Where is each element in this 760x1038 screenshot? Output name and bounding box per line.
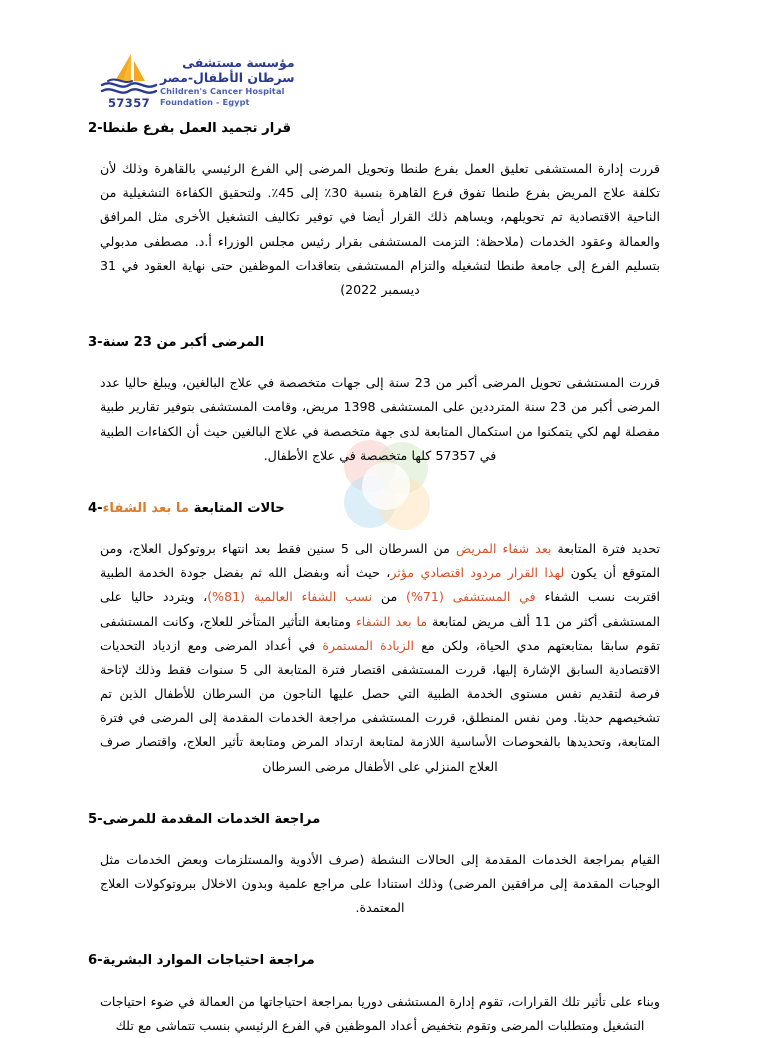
- logo-text-block: [160, 55, 305, 108]
- logo-english-line-2: Foundation - Egypt: [160, 96, 250, 107]
- section-4-body-part-7: نسب الشفاء العالمية (81%): [207, 589, 373, 605]
- logo-arabic-line-2: سرطان الأطفال-مصر: [160, 70, 295, 86]
- section-4-body-part-4: ، حيث أنه وبفضل الله ثم بفضل جودة الخدمة الطبية اقتربت نسب الشفاء: [100, 565, 660, 605]
- section-2-body: قررت إدارة المستشفى تعليق العمل بفرع طنطا وتحويل المرضى إلي الفرع الرئيسي بالقاهرة وذلك لأن تكلفة علاج المريض بفرع طنطا تفوق فرع القاهرة بنسبة 30٪ إلى 45٪. ولتحقيق الكفاءة التشغيلية من الناحية الاقتصادية تم تحويلهم، ويساهم ذلك القرار أيضا في توفير تكاليف التشغيل الأخرى مثل المرافق والعمالة وعقود الخدمات (ملاحظة: التزمت المستشفى بقرار رئيس مجلس الوزراء أ.د. مصطفى مدبولي بتسليم الفرع إلى جامعة طنطا لتشغيله والتزام المستشفى بتعاقدات الموظفين حتى نهاية العقود في 31 ديسمبر 2022): [100, 161, 660, 297]
- section-3-body: قررت المستشفى تحويل المرضى أكبر من 23 سنة إلى جهات متخصصة في علاج البالغين، ويبلغ حاليا عدد المرضى أكبر من 23 سنة المترددين على المستشفى 1398 مريض، وقامت المستشفى بتوفير تقارير طبية مفصلة لهم لكي يتمكنوا من استكمال المتابعة لدى جهة متخصصة في علاج البالغين حيث أن الكفاءات الطبية في 57357 كلها متخصصة في علاج الأطفال.: [100, 375, 661, 463]
- section-4-body: [72, 537, 688, 779]
- section-6-number: 6-: [88, 953, 103, 969]
- section-5-number: 5-: [88, 811, 103, 827]
- spacer: [72, 357, 688, 371]
- section-4-body-part-2: من السرطان الى 5 سنين فقط بعد انتهاء بروتوكول العلاج، ومن المتوقع أن يكون: [100, 541, 660, 581]
- section-6-body: وبناء على تأثير تلك القرارات، تقوم إدارة المستشفى دوريا بمراجعة احتياجاتها من العمالة في ضوء احتياجات التشغيل ومتطلبات المرضى وتقوم بتخفيض أعداد الموظفين في الفرع الرئيسي بنسب تتماشى مع تلك: [100, 993, 660, 1033]
- spacer: [72, 523, 688, 537]
- section-4-body-part-8: ، ويتردد حاليا على المستشفى أكثر من 11 ألف مريض لمتابعة: [100, 589, 660, 629]
- section-4-title-plain: حالات المتابعة: [189, 500, 285, 516]
- hospital-logo-header: [98, 52, 315, 110]
- section-2-heading: [72, 118, 688, 139]
- spacer: [72, 468, 688, 498]
- section-4-body-part-11: الزيادة المستمرة: [322, 637, 414, 653]
- logo-number: 57357: [107, 96, 150, 110]
- section-5-heading: [72, 809, 688, 830]
- section-3-number: 3-: [88, 335, 103, 351]
- section-2-title: قرار تجميد العمل بفرع طنطا: [102, 121, 292, 136]
- logo-english-line-1: Children's Cancer Hospital: [160, 85, 285, 96]
- section-6-heading: [72, 950, 688, 971]
- spacer: [72, 302, 688, 332]
- section-4-body-part-0: تحديد فترة المتابعة: [551, 541, 660, 557]
- sailboat-logo-icon: [98, 52, 160, 110]
- section-5-body: القيام بمراجعة الخدمات المقدمة إلى الحالات النشطة (صرف الأدوية والمستلزمات وبعض الخدمات مثل الوجبات المقدمة إلى مرافقين المرضى) وذلك استنادا على مراجع علمية وبدون الاخلال ببروتوكولات العلاج المعتمدة.: [100, 851, 660, 916]
- spacer: [72, 143, 688, 157]
- spacer: [72, 976, 688, 990]
- section-4-body-part-1: بعد شفاء المريض: [455, 541, 552, 557]
- section-6-title: مراجعة احتياجات الموارد البشرية: [102, 953, 315, 969]
- section-5: [72, 809, 688, 921]
- section-3-heading: [72, 332, 688, 353]
- section-4-number: 4-: [88, 500, 103, 516]
- section-2-number: 2-: [88, 121, 103, 136]
- section-2: [72, 118, 688, 302]
- section-3-title: المرضى أكبر من 23 سنة: [102, 335, 265, 351]
- spacer: [72, 920, 688, 950]
- section-6: [72, 950, 688, 1037]
- spacer: [72, 779, 688, 809]
- section-4: [72, 498, 688, 779]
- section-4-body-part-6: من: [372, 589, 407, 605]
- section-4-title-accent: ما بعد الشفاء: [102, 500, 190, 516]
- section-5-title: مراجعة الخدمات المقدمة للمرضى: [102, 811, 321, 827]
- section-4-heading: [72, 498, 688, 519]
- section-4-body-part-12: في أعداد المرضى ومع ازدياد التحديات الاقتصادية السابق الإشارة إليها، قررت المستشفى اقتصار فترة المتابعة الى 5 سنوات فقط وذلك لإتاحة فرصة لتقديم نفس مستوى الخدمة الطبية التي حصل عليها الناجون من السرطان للأطفال الذين تم تشخيصهم حديثا. ومن نفس المنطلق، قررت المستشفى مراجعة الخدمات المقدمة إلى المرضى في فترة المتابعة، وتحديدها بالفحوصات الأساسية اللازمة لمتابعة ارتداد المرض ومتابعة تأثير العلاج، واقتصار صرف العلاج المنزلي على الأطفال مرضى السرطان: [100, 637, 660, 774]
- spacer: [72, 834, 688, 848]
- document-content: [72, 118, 688, 1038]
- section-3: [72, 332, 688, 468]
- section-4-body-part-3: لهذا القرار مردود اقتصادي مؤثر: [390, 565, 565, 581]
- section-4-title: [103, 498, 285, 519]
- section-4-body-part-5: في المستشفى (71%): [406, 589, 536, 605]
- section-4-body-part-9: ما بعد الشفاء: [355, 613, 428, 629]
- section-4-body-part-10: ومتابعة التأثير المتأخر للعلاج، وكانت المستشفى تقوم سابقا بمتابعتهم مدي الحياة، ولكن مع: [100, 613, 660, 653]
- logo-arabic-line-1: مؤسسة مستشفى: [182, 54, 295, 70]
